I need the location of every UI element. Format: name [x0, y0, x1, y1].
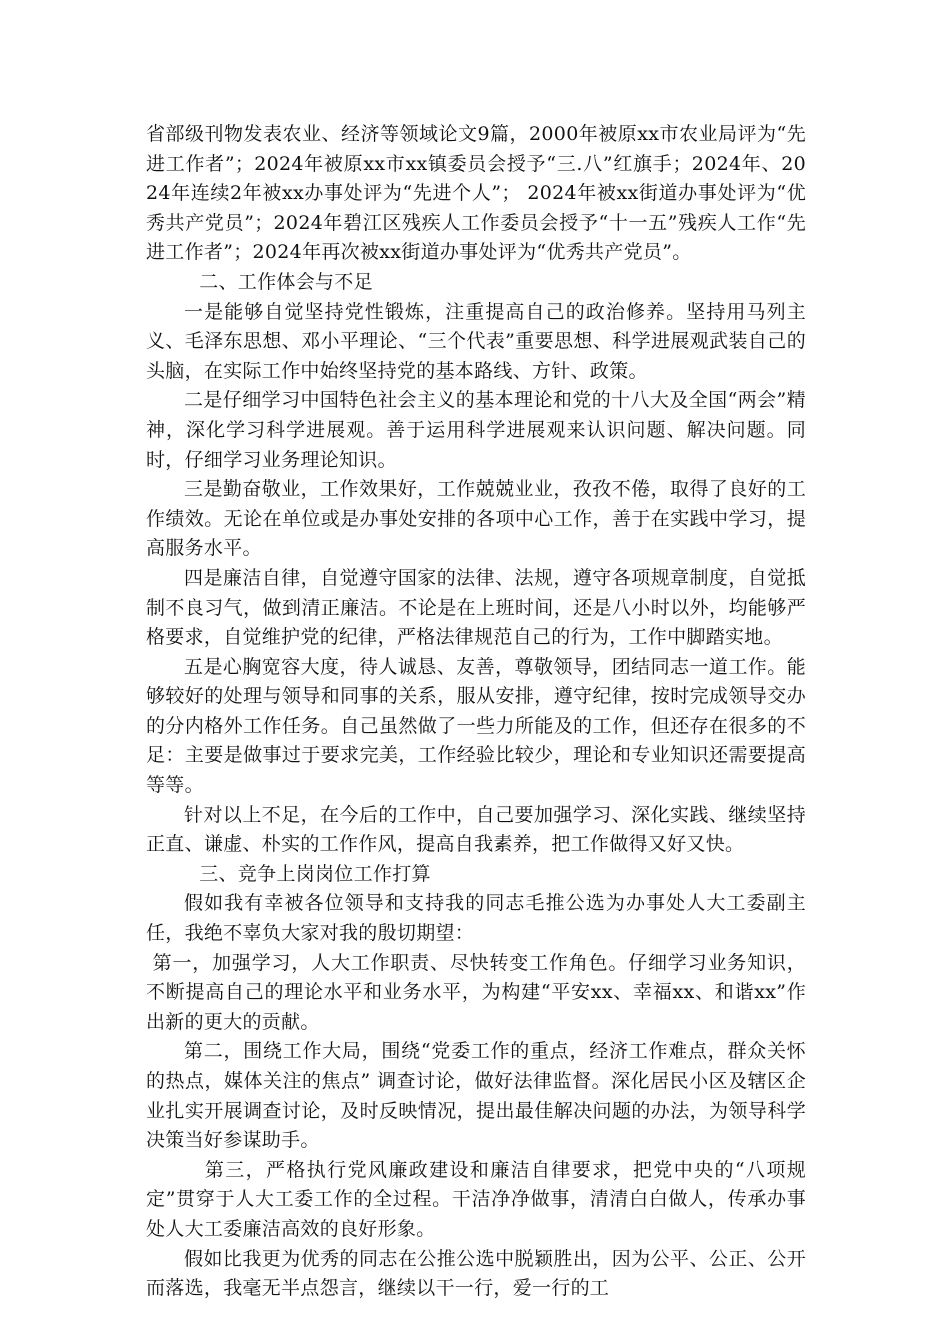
paragraph-awards: 省部级刊物发表农业、经济等领域论文9篇，2000年被原xx市农业局评为“先进工作者”；2024年被原xx市xx镇委员会授予“三.八”红旗手；2024年、2024年连续2年被xx办事处评为“先进个人”； 2024年被xx街道办事处评为“优秀共产党员”；2024年碧江区残疾人工作委员会授予“十一五”残疾人工作“先进工作者”；2024年再次被xx街道办事处评为“优秀共产党员”。: [146, 123, 806, 264]
paragraph-expectation: 假如我有幸被各位领导和支持我的同志毛推公选为办事处人大工委副主任，我绝不辜负大家对我的殷切期望：: [146, 892, 806, 945]
paragraph-if-not-selected: 假如比我更为优秀的同志在公推公选中脱颖胜出，因为公平、公正、公开而落选，我毫无半点怨言，继续以干一行，爱一行的工: [146, 1247, 806, 1300]
paragraph-integrity: 四是廉洁自律，自觉遵守国家的法律、法规，遵守各项规章制度，自觉抵制不良习气，做到清正廉洁。不论是在上班时间，还是八小时以外，均能够严格要求，自觉维护党的纪律，严格法律规范自己的行为，工作中脚踏实地。: [146, 566, 806, 649]
paragraph-tolerance: 五是心胸宽容大度，待人诚恳、友善，尊敬领导，团结同志一道工作。能够较好的处理与领导和同事的关系，服从安排，遵守纪律，按时完成领导交办的分内格外工作任务。自己虽然做了一些力所能及的工作，但还存在很多的不足：主要是做事过于要求完美，工作经验比较少，理论和专业知识还需要提高等等。: [146, 655, 806, 797]
paragraph-party-spirit: 一是能够自觉坚持党性锻炼，注重提高自己的政治修养。坚持用马列主义、毛泽东思想、邓小平理论、“三个代表”重要思想、科学进展观武装自己的头脑，在实际工作中始终坚持党的基本路线、方针、政策。: [146, 300, 806, 382]
paragraph-plan-first: 第一，加强学习，人大工作职责、尽快转变工作角色。仔细学习业务知识，不断提高自己的理论水平和业务水平，为构建“平安xx、幸福xx、和谐xx”作出新的更大的贡献。: [146, 951, 806, 1033]
document-body: [146, 120, 806, 1304]
paragraph-study: 二是仔细学习中国特色社会主义的基本理论和党的十八大及全国“两会”精神，深化学习科学进展观。善于运用科学进展观来认识问题、解决问题。同时，仔细学习业务理论知识。: [146, 389, 806, 471]
paragraph-plan-second: 第二，围绕工作大局，围绕“党委工作的重点，经济工作难点，群众关怀的热点，媒体关注的焦点” 调查讨论，做好法律监督。深化居民小区及辖区企业扎实开展调查讨论，及时反映情况，提出最佳解决问题的办法，为领导科学决策当好参谋助手。: [146, 1040, 806, 1152]
section-heading-3: 三、竞争上岗岗位工作打算: [199, 862, 431, 885]
section-heading-2: 二、工作体会与不足: [199, 270, 373, 293]
paragraph-diligence: 三是勤奋敬业，工作效果好，工作兢兢业业，孜孜不倦，取得了良好的工作绩效。无论在单位或是办事处安排的各项中心工作，善于在实践中学习，提高服务水平。: [146, 478, 806, 560]
paragraph-improvement: 针对以上不足，在今后的工作中，自己要加强学习、深化实践、继续坚持正直、谦虚、朴实的工作作风，提高自我素养，把工作做得又好又快。: [146, 803, 806, 856]
paragraph-plan-third: 第三，严格执行党风廉政建设和廉洁自律要求，把党中央的“八项规定”贯穿于人大工委工作的全过程。干洁净净做事，清清白白做人，传承办事处人大工委廉洁高效的良好形象。: [146, 1158, 806, 1240]
